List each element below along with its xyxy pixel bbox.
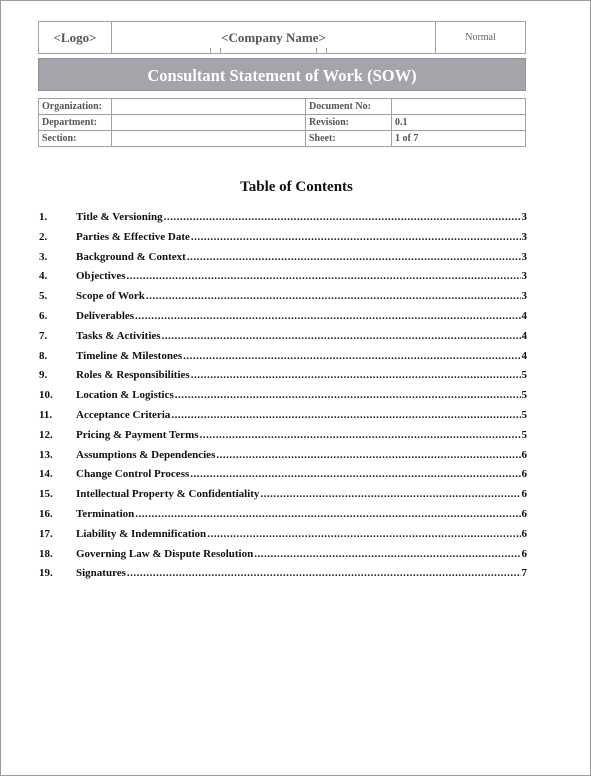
header-divider-tick	[210, 48, 211, 53]
toc-leader-dots	[187, 250, 521, 264]
toc-entry-number: 3.	[39, 250, 48, 263]
toc-entry-label[interactable]: Change Control Process	[76, 468, 190, 481]
toc-entry-label[interactable]: Scope of Work	[76, 290, 145, 303]
toc-title: Table of Contents	[240, 179, 353, 195]
toc-entry-number: 2.	[39, 230, 48, 243]
header-divider-tick	[326, 48, 327, 53]
toc-entry-line	[76, 250, 527, 264]
header-table	[38, 21, 526, 54]
toc-entry-label[interactable]: Location & Logistics	[76, 389, 174, 402]
toc-entry-page: 6	[521, 507, 527, 520]
toc-entry-line	[76, 487, 527, 501]
section-value	[112, 131, 306, 147]
toc-entry-line	[76, 467, 527, 481]
toc-entry-number: 10.	[39, 389, 53, 402]
toc-entry[interactable]	[39, 547, 527, 567]
toc-entry-page: 5	[521, 408, 527, 421]
toc-entry-number: 9.	[39, 369, 48, 382]
toc-entry-page: 6	[521, 547, 527, 560]
toc-entry-line	[76, 269, 527, 283]
logo-placeholder: <Logo>	[39, 22, 112, 54]
toc-entry-page: 6	[521, 527, 527, 540]
toc-leader-dots	[135, 309, 520, 323]
revision-value: 0.1	[392, 115, 526, 131]
toc-leader-dots	[171, 408, 520, 422]
toc-entry-page: 5	[521, 369, 527, 382]
toc-entry-number: 8.	[39, 349, 48, 362]
toc-entry[interactable]	[39, 487, 527, 507]
toc-entry[interactable]	[39, 388, 527, 408]
organization-value	[112, 99, 306, 115]
toc-entry-label[interactable]: Background & Context	[76, 250, 186, 263]
toc-entry[interactable]	[39, 230, 527, 250]
toc-entry[interactable]	[39, 527, 527, 547]
toc-leader-dots	[162, 329, 521, 343]
toc-entry-label[interactable]: Termination	[76, 507, 135, 520]
toc-entry-number: 1.	[39, 211, 48, 223]
toc-entry[interactable]	[39, 210, 527, 230]
document-title: Consultant Statement of Work (SOW)	[38, 58, 526, 91]
toc-entry[interactable]	[39, 448, 527, 468]
company-name-placeholder	[112, 22, 436, 54]
toc-leader-dots	[175, 388, 521, 402]
toc-entry[interactable]	[39, 329, 527, 349]
toc-entry-page: 4	[521, 349, 527, 362]
toc-leader-dots	[127, 566, 521, 580]
toc-entry[interactable]	[39, 250, 527, 270]
toc-entry-line	[76, 349, 527, 363]
toc-leader-dots	[190, 467, 520, 481]
toc-entry-line	[76, 507, 527, 521]
toc-entry-label[interactable]: Roles & Responsibilities	[76, 369, 190, 382]
toc-entry-line	[76, 428, 527, 442]
toc-entry-number: 5.	[39, 290, 48, 303]
toc-leader-dots	[183, 349, 520, 363]
toc-entry-label[interactable]: Governing Law & Dispute Resolution	[76, 547, 254, 560]
toc-leader-dots	[135, 507, 520, 521]
toc-entry-label[interactable]: Liability & Indemnification	[76, 527, 207, 540]
toc-entry-number: 4.	[39, 270, 48, 283]
toc-leader-dots	[207, 527, 520, 541]
toc-entry-line	[76, 408, 527, 422]
toc-entry-line	[76, 309, 527, 323]
toc-entry-page: 6	[521, 488, 527, 501]
toc-entry-line	[76, 527, 527, 541]
toc-entry-number: 12.	[39, 428, 53, 441]
toc-entry-label[interactable]: Signatures	[76, 567, 126, 580]
header-divider-tick	[220, 48, 221, 53]
toc-entry-line	[76, 566, 527, 580]
toc-entry-label[interactable]: Parties & Effective Date	[76, 230, 190, 243]
document-no-value	[392, 99, 526, 115]
toc-entry[interactable]	[39, 428, 527, 448]
toc-entry-number: 16.	[39, 507, 53, 520]
table-of-contents	[39, 210, 527, 586]
toc-entry-label[interactable]: Tasks & Activities	[76, 329, 161, 342]
toc-entry-number: 15.	[39, 488, 53, 501]
toc-entry-page: 4	[521, 309, 527, 322]
document-info-table	[38, 98, 526, 147]
toc-entry-line	[76, 329, 527, 343]
toc-leader-dots	[260, 487, 520, 501]
toc-entry-page: 6	[521, 448, 527, 461]
organization-label: Organization:	[39, 99, 112, 115]
toc-entry[interactable]	[39, 269, 527, 289]
toc-entry-label[interactable]: Objectives	[76, 270, 126, 283]
toc-entry[interactable]	[39, 309, 527, 329]
toc-leader-dots	[254, 547, 520, 561]
toc-entry[interactable]	[39, 368, 527, 388]
toc-entry-number: 18.	[39, 547, 53, 560]
toc-entry[interactable]	[39, 566, 527, 586]
document-no-label: Document No:	[306, 99, 392, 115]
toc-entry-page: 5	[521, 428, 527, 441]
toc-entry-line	[76, 547, 527, 561]
toc-entry[interactable]	[39, 467, 527, 487]
toc-entry-number: 14.	[39, 468, 53, 481]
toc-entry-line	[76, 388, 527, 402]
toc-entry-number: 19.	[39, 567, 53, 580]
toc-entry-page: 6	[521, 468, 527, 481]
toc-leader-dots	[200, 428, 521, 442]
toc-entry[interactable]	[39, 349, 527, 369]
toc-entry-page: 3	[521, 211, 527, 223]
company-name-text: <Company Name>	[221, 29, 326, 45]
toc-entry[interactable]	[39, 507, 527, 527]
toc-leader-dots	[191, 230, 521, 244]
sheet-label: Sheet:	[306, 131, 392, 147]
toc-entry-label[interactable]: Timeline & Milestones	[76, 349, 183, 362]
toc-entry-page: 7	[521, 567, 527, 580]
toc-leader-dots	[216, 448, 520, 462]
toc-leader-dots	[146, 289, 521, 303]
section-label: Section:	[39, 131, 112, 147]
toc-entry-line	[76, 210, 527, 224]
header-divider-tick	[316, 48, 317, 53]
toc-entry-label[interactable]: Intellectual Property & Confidentiality	[76, 488, 260, 501]
document-status: Normal	[436, 22, 526, 54]
toc-entry-page: 3	[521, 290, 527, 303]
toc-entry-line	[76, 368, 527, 382]
toc-entry-label[interactable]: Assumptions & Dependencies	[76, 448, 216, 461]
toc-entry-label[interactable]: Title & Versioning	[76, 211, 163, 223]
revision-label: Revision:	[306, 115, 392, 131]
toc-entry-page: 4	[521, 329, 527, 342]
toc-entry-label[interactable]: Acceptance Criteria	[76, 408, 171, 421]
department-label: Department:	[39, 115, 112, 131]
toc-entry-page: 5	[521, 389, 527, 402]
toc-entry-page: 3	[521, 230, 527, 243]
toc-leader-dots	[126, 269, 520, 283]
toc-entry-line	[76, 448, 527, 462]
toc-entry-number: 7.	[39, 329, 48, 342]
toc-entry-number: 11.	[39, 408, 53, 421]
toc-entry-page: 3	[521, 270, 527, 283]
toc-leader-dots	[191, 368, 521, 382]
toc-entry[interactable]	[39, 289, 527, 309]
toc-entry-page: 3	[521, 250, 527, 263]
department-value	[112, 115, 306, 131]
toc-entry-line	[76, 289, 527, 303]
toc-entry-number: 17.	[39, 527, 53, 540]
toc-entry-line	[76, 230, 527, 244]
toc-leader-dots	[164, 210, 521, 224]
toc-entry-number: 6.	[39, 309, 48, 322]
toc-entry-number: 13.	[39, 448, 53, 461]
toc-entry-label[interactable]: Deliverables	[76, 309, 135, 322]
sheet-value: 1 of 7	[392, 131, 526, 147]
toc-entry[interactable]	[39, 408, 527, 428]
toc-entry-label[interactable]: Pricing & Payment Terms	[76, 428, 199, 441]
